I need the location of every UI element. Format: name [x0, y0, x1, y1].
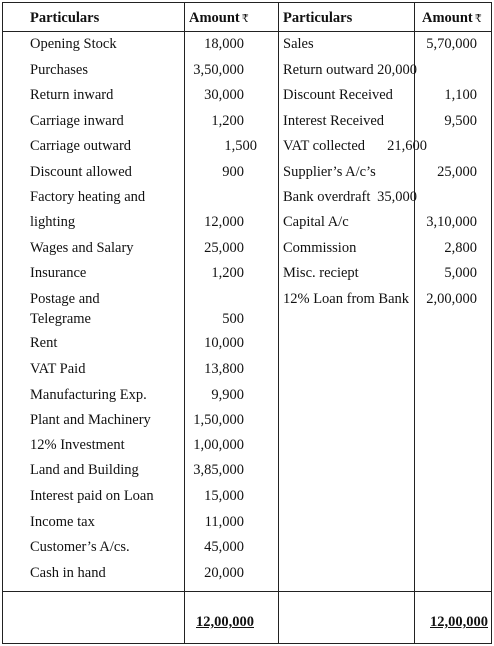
total-divider	[3, 591, 491, 592]
total-left: 12,00,000	[196, 614, 254, 630]
column-divider	[278, 3, 279, 643]
right-row-particular: 12% Loan from Bank	[283, 291, 410, 307]
left-row-amount: 1,200	[211, 113, 244, 129]
left-row-particular: Plant and Machinery	[30, 412, 151, 428]
right-row-particular: Discount Received	[283, 87, 393, 103]
left-row-amount: 1,50,000	[193, 412, 244, 428]
left-row-amount: 11,000	[204, 514, 244, 530]
right-row-amount: 5,000	[444, 265, 477, 281]
left-row-particular: Opening Stock	[30, 36, 117, 52]
left-row-amount: 9,900	[211, 387, 244, 403]
left-row-amount: 3,85,000	[193, 462, 244, 478]
header-amount-left: Amount ₹	[189, 10, 249, 26]
trial-balance-table	[2, 2, 492, 644]
left-row-particular: Insurance	[30, 265, 87, 281]
right-row-particular: Misc. reciept	[283, 265, 359, 281]
right-row-particular: Bank overdraft	[283, 189, 371, 205]
left-row-amount: 45,000	[204, 539, 244, 555]
left-row-amount: 30,000	[204, 87, 244, 103]
left-row-particular: Telegrame	[30, 311, 91, 327]
left-row-particular: Manufacturing Exp.	[30, 387, 147, 403]
rupee-symbol: ₹	[474, 13, 482, 25]
header-divider	[3, 31, 491, 32]
right-row-particular: Capital A/c	[283, 214, 349, 230]
left-row-amount: 25,000	[204, 240, 244, 256]
right-row-particular: Commission	[283, 240, 357, 256]
left-row-particular: Cash in hand	[30, 565, 106, 581]
left-row-amount: 18,000	[204, 36, 244, 52]
left-row-amount: 10,000	[204, 335, 244, 351]
left-row-amount: 12,000	[204, 214, 244, 230]
total-right: 12,00,000	[430, 614, 488, 630]
right-row-particular: VAT collected	[283, 138, 366, 154]
left-row-particular: Land and Building	[30, 462, 139, 478]
right-row-amount: 2,00,000	[426, 291, 477, 307]
right-row-amount: 5,70,000	[426, 36, 477, 52]
left-row-particular: Carriage inward	[30, 113, 124, 129]
left-row-particular: Rent	[30, 335, 58, 351]
left-row-particular: Wages and Salary	[30, 240, 134, 256]
right-row-amount: 9,500	[444, 113, 477, 129]
right-row-amount: 35,000	[377, 189, 417, 205]
left-row-amount: 1,500	[224, 138, 257, 154]
left-row-particular: Carriage outward	[30, 138, 132, 154]
right-row-amount: 21,600	[387, 138, 427, 154]
left-row-particular: lighting	[30, 214, 76, 230]
header-particulars-left: Particulars	[30, 10, 100, 26]
right-row-amount: 25,000	[437, 164, 477, 180]
header-particulars-right: Particulars	[283, 10, 353, 26]
right-row-amount: 20,000	[377, 62, 417, 78]
left-row-amount: 20,000	[204, 565, 244, 581]
rupee-symbol: ₹	[241, 13, 249, 25]
right-row-particular: Supplier’s A/c’s	[283, 164, 376, 180]
right-row-particular: Interest Received	[283, 113, 385, 129]
left-row-particular: Purchases	[30, 62, 88, 78]
left-row-amount: 900	[222, 164, 244, 180]
left-row-particular: Return inward	[30, 87, 114, 103]
left-row-amount: 3,50,000	[193, 62, 244, 78]
right-row-amount: 2,800	[444, 240, 477, 256]
right-row-amount: 3,10,000	[426, 214, 477, 230]
left-row-amount: 1,200	[211, 265, 244, 281]
left-row-particular: Income tax	[30, 514, 95, 530]
left-row-amount: 1,00,000	[193, 437, 244, 453]
right-row-amount: 1,100	[444, 87, 477, 103]
left-row-particular: Interest paid on Loan	[30, 488, 154, 504]
left-row-particular: Postage and	[30, 291, 100, 307]
header-amount-right: Amount ₹	[422, 10, 482, 26]
right-row-particular: Sales	[283, 36, 314, 52]
left-row-particular: VAT Paid	[30, 361, 86, 377]
left-row-amount: 13,800	[204, 361, 244, 377]
left-row-particular: Factory heating and	[30, 189, 146, 205]
left-row-particular: Discount allowed	[30, 164, 132, 180]
left-row-amount: 15,000	[204, 488, 244, 504]
left-row-amount: 500	[222, 311, 244, 327]
right-row-particular: Return outward	[283, 62, 374, 78]
left-row-particular: 12% Investment	[30, 437, 125, 453]
left-row-particular: Customer’s A/cs.	[30, 539, 130, 555]
